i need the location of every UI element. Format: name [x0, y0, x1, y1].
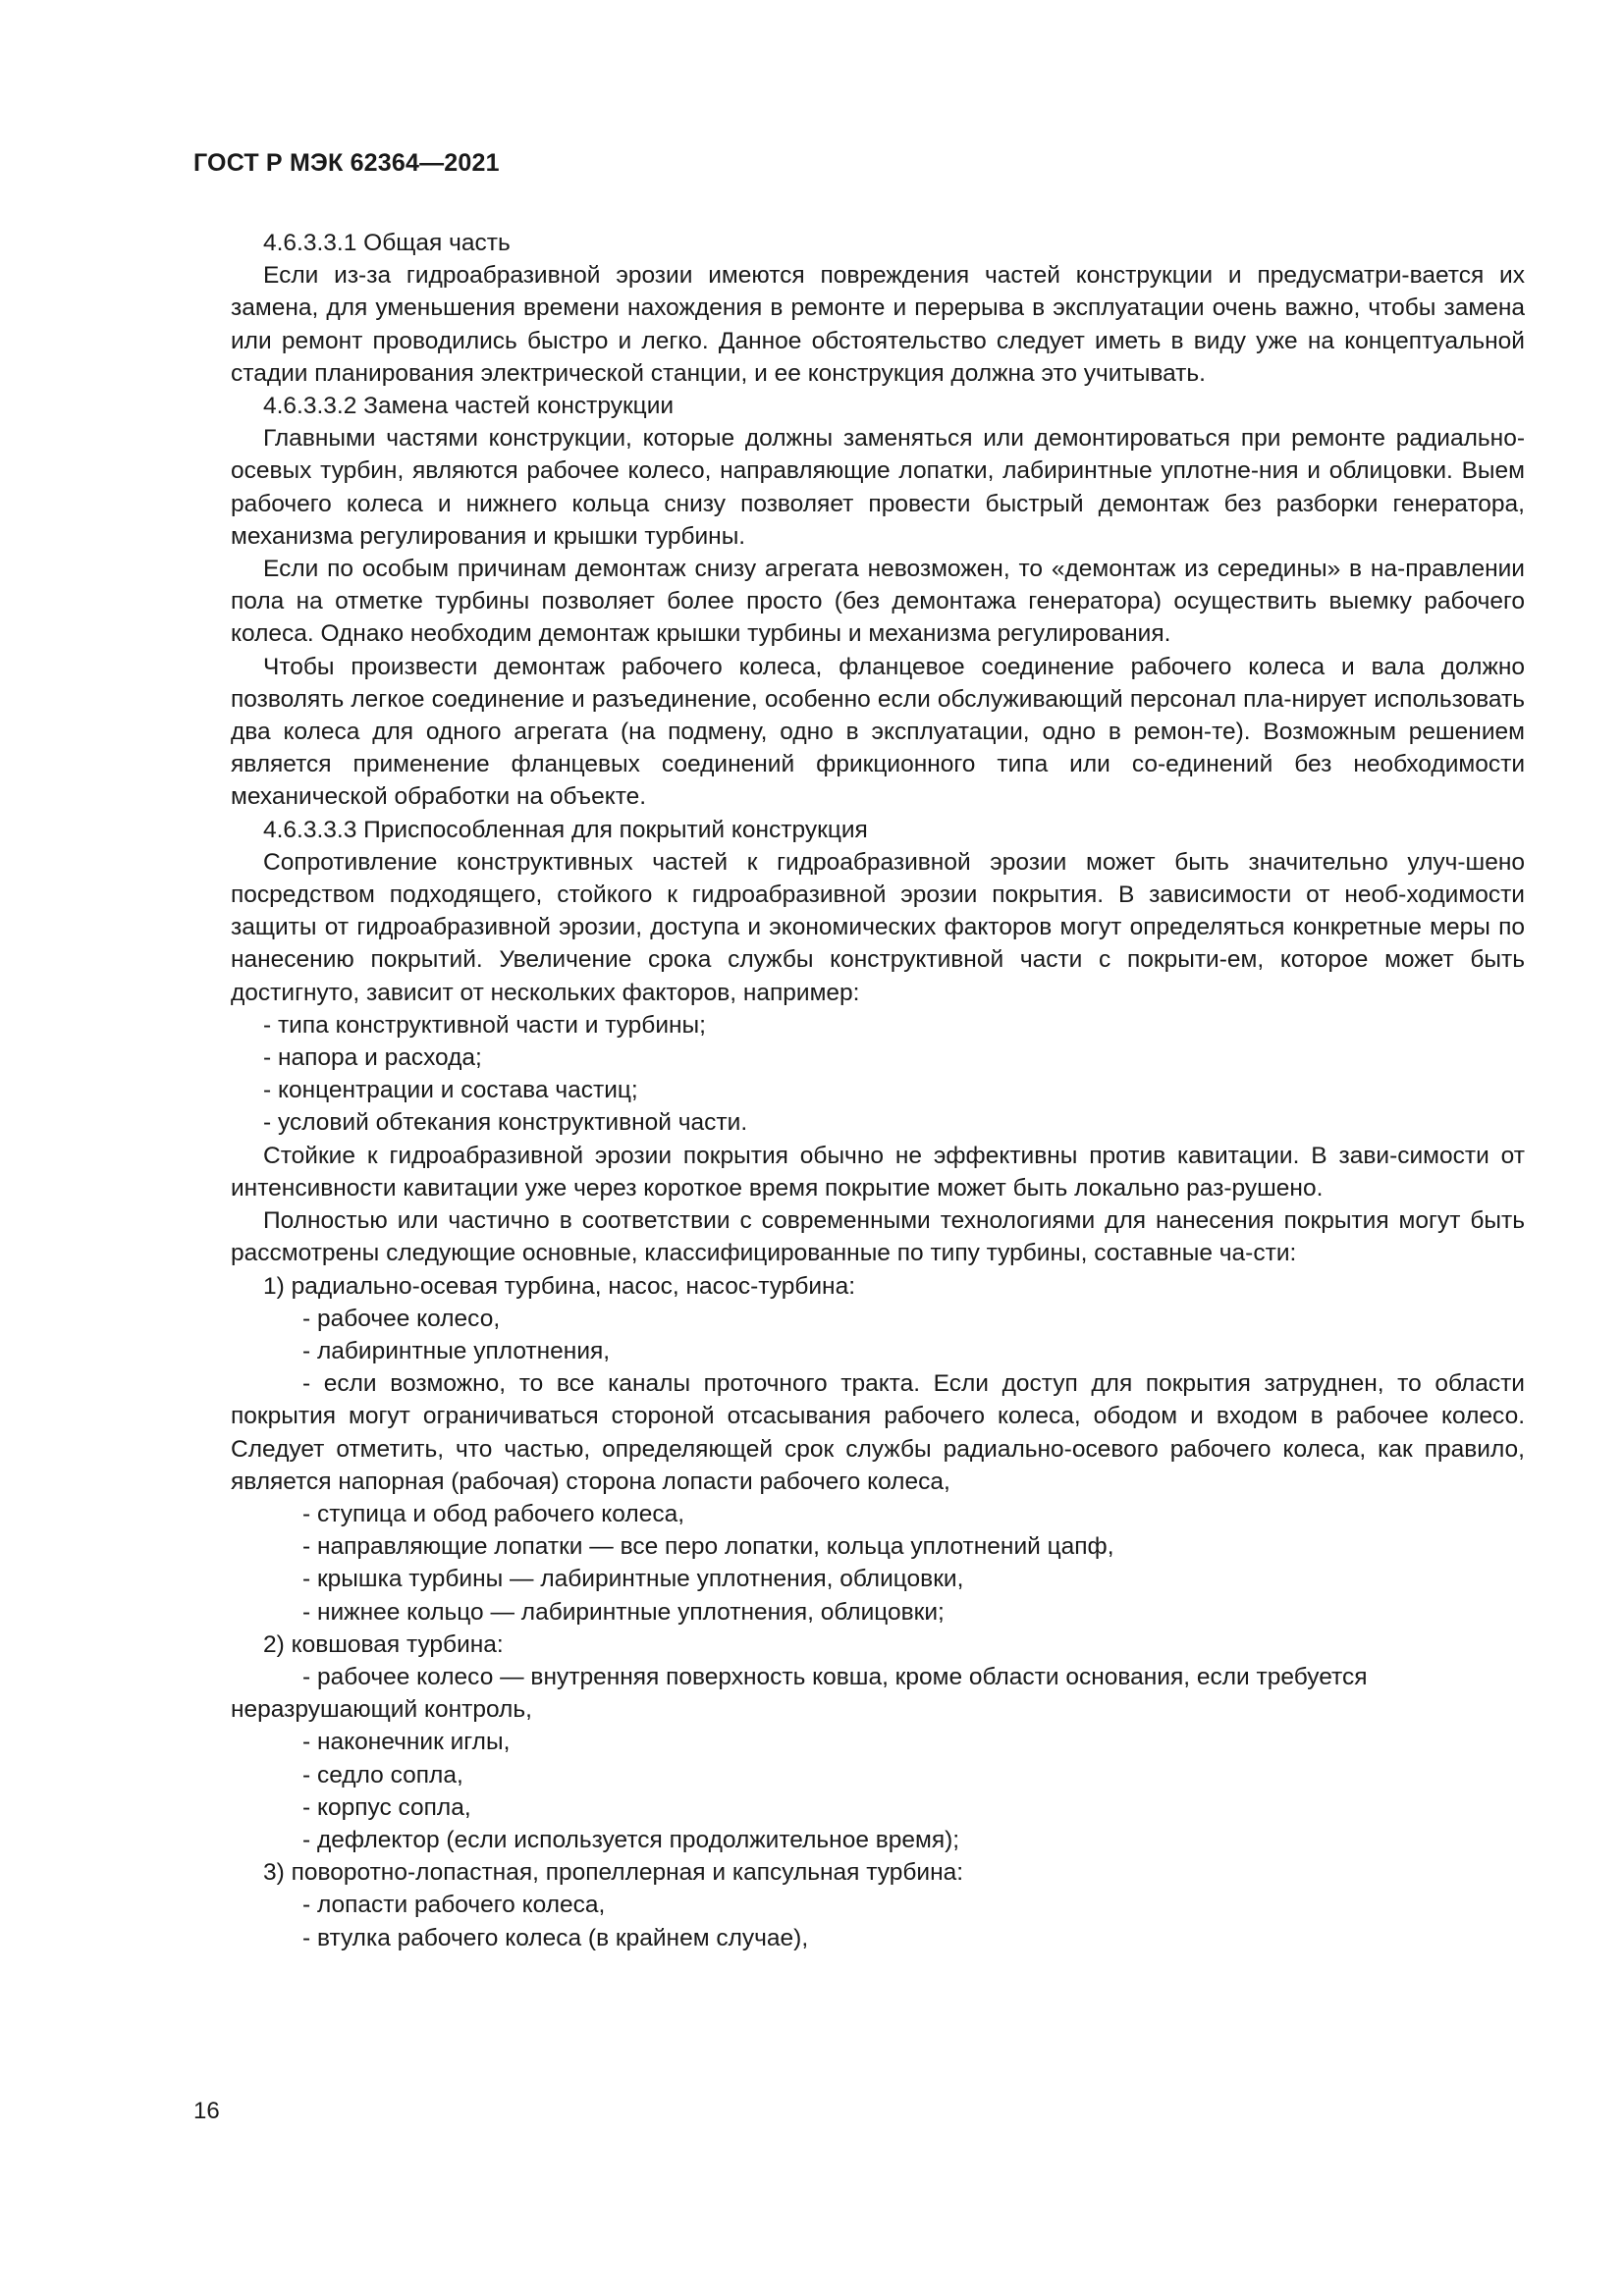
list-item: - типа конструктивной части и турбины;	[263, 1011, 706, 1039]
list-item: - если возможно, то все каналы проточного тракта. Если доступ для покрытия затруднен, то области покрытия могут ограничиваться стороной отсасывания рабочего колеса, ободом и входом в рабочее колесо. Следует отметить, что частью, определяющей срок службы радиально-осевого рабочего колеса, как правило, является напорная (рабочая) сторона лопасти рабочего колеса,	[231, 1370, 1525, 1495]
body-text	[231, 227, 1525, 1954]
paragraph: Стойкие к гидроабразивной эрозии покрытия обычно не эффективны против кавитации. В зави-симости от интенсивности кавитации уже через короткое время покрытие может быть локально раз-рушено.	[231, 1142, 1525, 1201]
list-item: - дефлектор (если используется продолжительное время);	[302, 1826, 960, 1853]
list-heading: 1) радиально-осевая турбина, насос, насос-турбина:	[263, 1272, 856, 1300]
list-item: - крышка турбины — лабиринтные уплотнения, облицовки,	[302, 1566, 964, 1593]
paragraph: Полностью или частично в соответствии с современными технологиями для нанесения покрытия могут быть рассмотрены следующие основные, классифицированные по типу турбины, составные ча-сти:	[231, 1207, 1525, 1267]
clause-4-6-3-3-2-title: 4.6.3.3.2 Замена частей конструкции	[263, 393, 675, 420]
list-item: - концентрации и состава частиц;	[263, 1077, 638, 1104]
list-item: - направляющие лопатки — все перо лопатки, кольца уплотнений цапф,	[302, 1533, 1114, 1561]
paragraph: Главными частями конструкции, которые должны заменяться или демонтироваться при ремонте радиально-осевых турбин, являются рабочее колесо, направляющие лопатки, лабиринтные уплотне-ния и облицовки. Выем рабочего колеса и нижнего кольца снизу позволяет провести быстрый демонтаж без разборки генератора, механизма регулирования и крышки турбины.	[231, 425, 1525, 550]
clause-4-6-3-3-3-title: 4.6.3.3.3 Приспособленная для покрытий конструкция	[263, 816, 868, 843]
page-number: 16	[193, 2098, 220, 2124]
list-item: - наконечник иглы,	[302, 1729, 511, 1756]
list-item: - лабиринтные уплотнения,	[302, 1337, 611, 1364]
list-heading: 3) поворотно-лопастная, пропеллерная и капсульная турбина:	[263, 1859, 964, 1887]
list-heading: 2) ковшовая турбина:	[263, 1630, 504, 1658]
list-item: - нижнее кольцо — лабиринтные уплотнения, облицовки;	[302, 1598, 945, 1626]
standard-designation: ГОСТ Р МЭК 62364—2021	[193, 149, 500, 177]
list-item: - корпус сопла,	[302, 1793, 471, 1821]
paragraph: Если из-за гидроабразивной эрозии имеются повреждения частей конструкции и предусматри-вается их замена, для уменьшения времени нахождения в ремонте и перерыва в эксплуатации очень важно, чтобы замена или ремонт проводились быстро и легко. Данное обстоятельство следует иметь в виду уже на концептуальной стадии планирования электрической станции, и ее конструкция должна это учитывать.	[231, 262, 1525, 387]
list-item: - рабочее колесо,	[302, 1305, 501, 1332]
clause-4-6-3-3-1-title: 4.6.3.3.1 Общая часть	[263, 230, 511, 256]
list-item: - условий обтекания конструктивной части.	[263, 1109, 748, 1137]
list-item: - седло сопла,	[302, 1761, 463, 1789]
list-item: - втулка рабочего колеса (в крайнем случае),	[302, 1924, 809, 1951]
list-item: - лопасти рабочего колеса,	[302, 1892, 606, 1919]
paragraph: Сопротивление конструктивных частей к гидроабразивной эрозии может быть значительно улуч-шено посредством подходящего, стойкого к гидроабразивной эрозии покрытия. В зависимости от необ-ходимости защиты от гидроабразивной эрозии, доступа и экономических факторов могут определяться конкретные меры по нанесению покрытий. Увеличение срока службы конструктивной части с покрыти-ем, которое может быть достигнуто, зависит от нескольких факторов, например:	[231, 848, 1525, 1006]
paragraph: Если по особым причинам демонтаж снизу агрегата невозможен, то «демонтаж из середины» в на-правлении пола на отметке турбины позволяет более просто (без демонтажа генератора) осуществить выемку рабочего колеса. Однако необходим демонтаж крышки турбины и механизма регулирования.	[231, 556, 1525, 648]
list-item: - рабочее колесо — внутренняя поверхность ковша, кроме области основания, если требуется неразрушающий контроль,	[231, 1663, 1368, 1724]
list-item: - напора и расхода;	[263, 1044, 482, 1072]
paragraph: Чтобы произвести демонтаж рабочего колеса, фланцевое соединение рабочего колеса и вала должно позволять легкое соединение и разъединение, особенно если обслуживающий персонал пла-нирует использовать два колеса для одного агрегата (на подмену, одно в эксплуатации, одно в ремон-те). Возможным решением является применение фланцевых соединений фрикционного типа или со-единений без необходимости механической обработки на объекте.	[231, 653, 1525, 811]
list-item: - ступица и обод рабочего колеса,	[302, 1500, 684, 1527]
